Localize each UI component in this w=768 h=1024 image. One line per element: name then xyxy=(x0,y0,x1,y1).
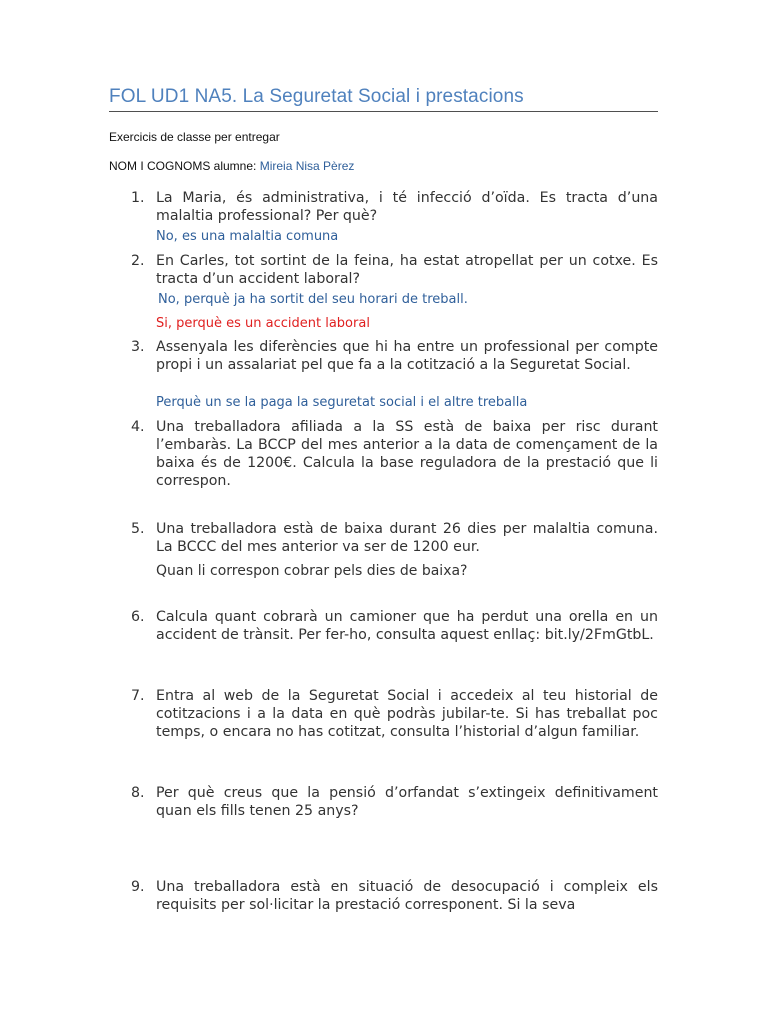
question-number: 4. xyxy=(131,419,145,435)
question-number: 1. xyxy=(131,190,145,206)
answer-3: Perquè un se la paga la seguretat social i el altre treballa xyxy=(156,395,528,410)
answer-2a: No, perquè ja ha sortit del seu horari de treball. xyxy=(158,292,468,307)
question-text: Una treballadora afiliada a la SS està de baixa per risc durant l’embaràs. La BCCP del mes anterior a la data de començament de la baixa és de 1200€. Calcula la base reguladora de la prestació que li correspon. xyxy=(156,419,658,489)
question-4 xyxy=(131,418,658,490)
student-name-line xyxy=(109,159,354,173)
question-number: 2. xyxy=(131,253,145,269)
document-title: FOL UD1 NA5. La Seguretat Social i prestacions xyxy=(109,86,524,107)
question-text: Per què creus que la pensió d’orfandat s’extingeix definitivament quan els fills tenen 25 anys? xyxy=(156,785,658,819)
question-text: Una treballadora està en situació de desocupació i compleix els requisits per sol·licitar la prestació corresponent. Si la seva xyxy=(156,879,658,913)
question-7 xyxy=(131,687,658,741)
question-number: 9. xyxy=(131,879,145,895)
answer-2b: Si, perquè es un accident laboral xyxy=(156,316,370,331)
question-text: Assenyala les diferències que hi ha entre un professional per compte propi i un assalariat pel que fa a la cotització a la Seguretat Social. xyxy=(156,339,658,373)
question-8 xyxy=(131,784,658,820)
question-number: 5. xyxy=(131,521,145,537)
question-text: Entra al web de la Seguretat Social i accedeix al teu historial de cotitzacions i a la data en què podràs jubilar-te. Si has treballat poc temps, o encara no has cotitzat, consulta l’historial d’algun familiar. xyxy=(156,688,658,740)
student-name-value: Mireia Nisa Pèrez xyxy=(259,159,355,173)
question-9 xyxy=(131,878,658,914)
answer-1: No, es una malaltia comuna xyxy=(156,229,339,244)
question-2 xyxy=(131,252,658,288)
question-1 xyxy=(131,189,658,225)
title-underline xyxy=(109,111,658,112)
question-number: 8. xyxy=(131,785,145,801)
question-number: 6. xyxy=(131,609,145,625)
question-3 xyxy=(131,338,658,374)
question-text: La Maria, és administrativa, i té infecció d’oïda. Es tracta d’una malaltia professional? Per què? xyxy=(156,190,658,224)
student-name-label: NOM I COGNOMS alumne: xyxy=(109,159,257,173)
question-number: 7. xyxy=(131,688,145,704)
question-number: 3. xyxy=(131,339,145,355)
question-5-followup: Quan li correspon cobrar pels dies de baixa? xyxy=(156,563,468,579)
document-subtitle: Exercicis de classe per entregar xyxy=(109,130,280,144)
question-5 xyxy=(131,520,658,556)
question-6 xyxy=(131,608,658,644)
question-text: En Carles, tot sortint de la feina, ha estat atropellat per un cotxe. Es tracta d’un accident laboral? xyxy=(156,253,658,287)
question-text: Calcula quant cobrarà un camioner que ha perdut una orella en un accident de trànsit. Per fer-ho, consulta aquest enllaç: bit.ly/2FmGtbL. xyxy=(156,609,658,643)
question-text: Una treballadora està de baixa durant 26 dies per malaltia comuna. La BCCC del mes anterior va ser de 1200 eur. xyxy=(156,521,658,555)
